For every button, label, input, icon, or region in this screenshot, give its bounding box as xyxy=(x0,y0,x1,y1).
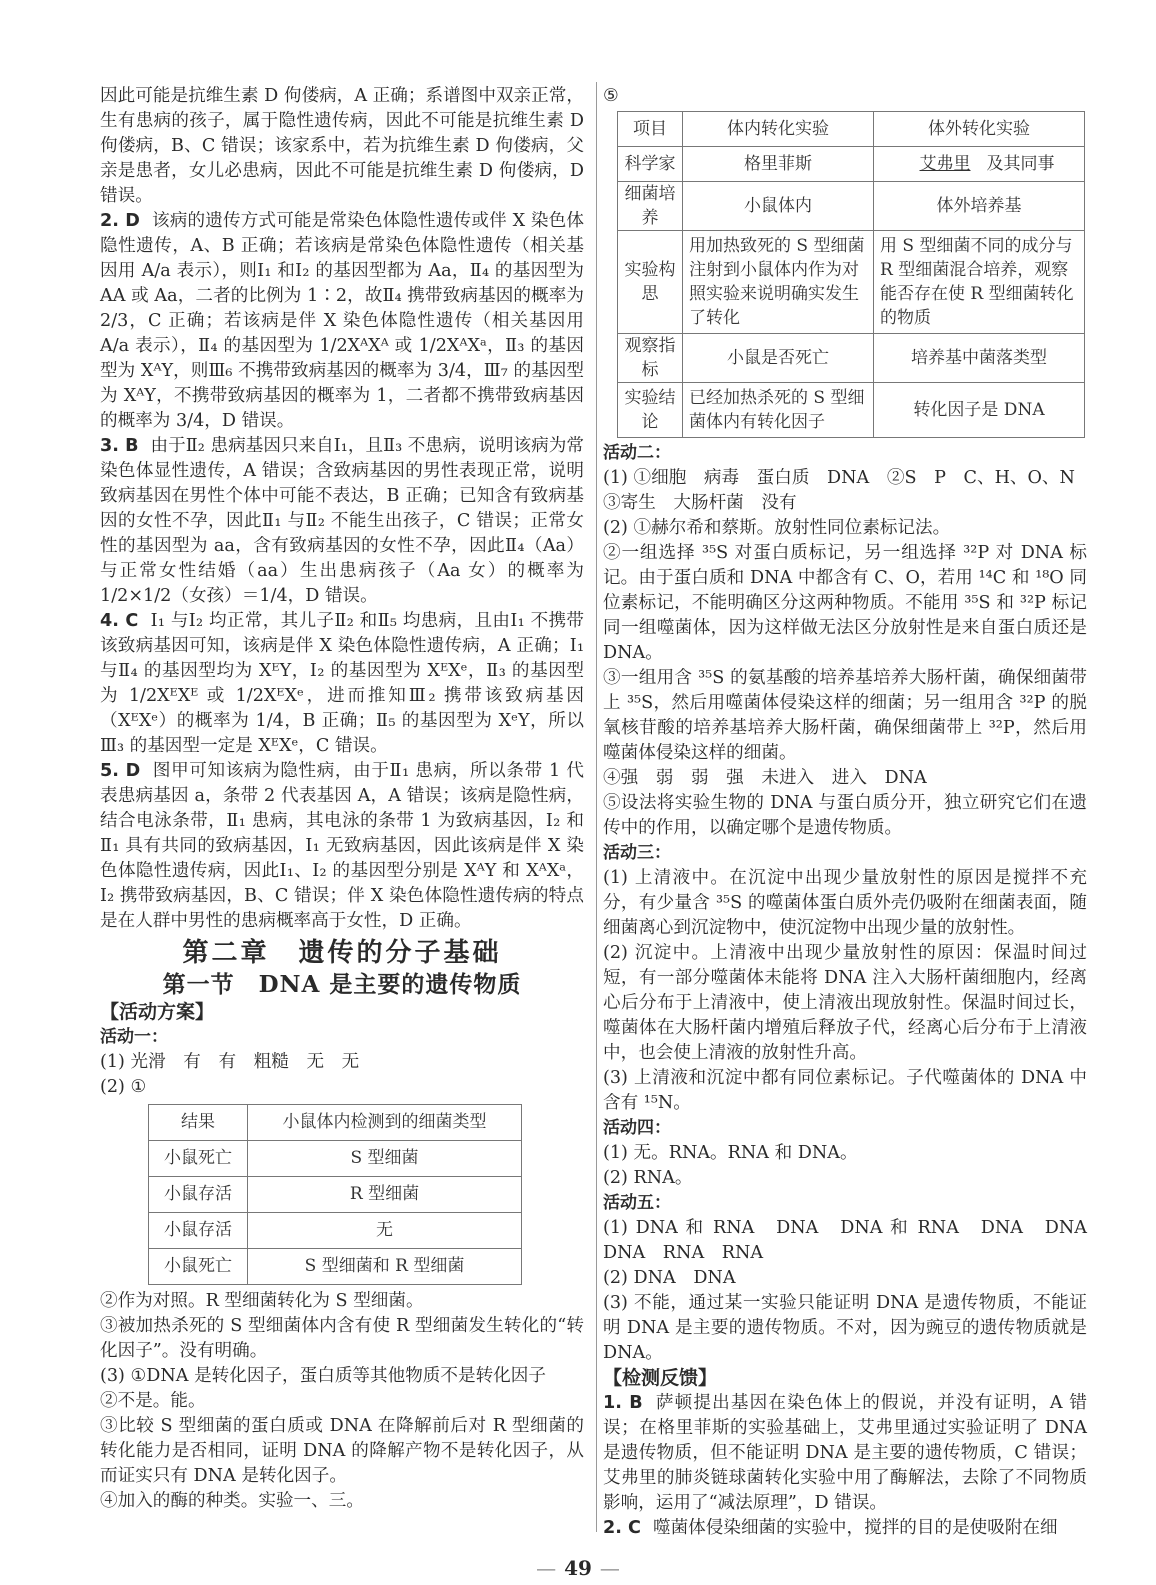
table-cell: 小鼠体内 xyxy=(683,182,874,231)
table-cell: 格里菲斯 xyxy=(683,147,874,182)
table-row xyxy=(149,1141,522,1177)
activity-2-item: (2) ①赫尔希和蔡斯。放射性同位素标记法。 xyxy=(603,518,951,538)
table-cell: 细菌培养 xyxy=(618,182,683,231)
activity-3-heading: 活动三： xyxy=(603,843,671,863)
activity-1-answer: ③被加热杀死的 S 型细菌体内含有使 R 型细菌发生转化的“转化因子”。没有明确。 xyxy=(100,1316,584,1361)
table-row xyxy=(618,231,1085,334)
answer-text: 噬菌体侵染细菌的实验中，搅拌的目的是使吸附在细 xyxy=(652,1518,1058,1538)
table-cell: 观察指标 xyxy=(618,334,683,383)
activity-1-item-1: (1) 光滑 有 有 粗糙 无 无 xyxy=(100,1052,360,1072)
activity-1-answer: ②不是。能。 xyxy=(100,1391,206,1411)
table-header-row xyxy=(149,1105,522,1141)
table-cell: R 型细菌 xyxy=(248,1177,522,1213)
left-column xyxy=(100,84,584,1514)
table-header: 项目 xyxy=(618,112,683,147)
column-divider xyxy=(596,82,597,1532)
answer-text: 该病的遗传方式可能是常染色体隐性遗传或伴 X 染色体隐性遗传，A、B 正确；若该病是常染色体隐性遗传（相关基因用 A/a 表示），则Ⅰ₁ 和Ⅰ₂ 的基因型都为 Aa，Ⅱ₄ 的基因型为 AA 或 Aa，二者的比例为 1∶2，故Ⅱ₄ 携带致病基因的概率为 2/3，C 正确；若该病是伴 X 染色体隐性遗传（相关基因用 A/a 表示），Ⅱ₄ 的基因型为 1/2XᴬXᴬ 或 1/2XᴬXᵃ，Ⅱ₃ 的基因型为 XᴬY，则Ⅲ₆ 不携带致病基因的概率为 3/4，Ⅲ₇ 的基因型为 XᴬY，不携带致病基因的概率为 1，二者都不携带致病基因的概率为 3/4，D 错误。 xyxy=(100,211,584,431)
table-row xyxy=(149,1177,522,1213)
mouse-result-table xyxy=(148,1104,522,1285)
activity-2-item: ③寄生 大肠杆菌 没有 xyxy=(603,493,797,513)
table-cell: 用 S 型细菌不同的成分与 R 型细菌混合培养，观察能否存在使 R 型细菌转化的物质 xyxy=(874,231,1085,334)
table-cell: 小鼠死亡 xyxy=(149,1141,248,1177)
activity-2-item: (1) ①细胞 病毒 蛋白质 DNA ②S P C、H、O、N xyxy=(603,468,1075,488)
activity-5-item: (3) 不能，通过某一实验只能证明 DNA 是遗传物质，不能证明 DNA 是主要的遗传物质。不对，因为豌豆的遗传物质就是 DNA。 xyxy=(603,1293,1087,1363)
table-cell: 已经加热杀死的 S 型细菌体内有转化因子 xyxy=(683,383,874,438)
answer-label: 2. D xyxy=(100,211,140,231)
table-cell: 小鼠死亡 xyxy=(149,1249,248,1285)
activity-1-heading: 活动一： xyxy=(100,1027,168,1047)
activity-plan-heading: 【活动方案】 xyxy=(100,1001,215,1023)
table-row xyxy=(618,334,1085,383)
table-row xyxy=(149,1213,522,1249)
table-cell: 培养基中菌落类型 xyxy=(874,334,1085,383)
feedback-answer-1 xyxy=(603,1391,1087,1516)
activity-2-item: ⑤设法将实验生物的 DNA 与蛋白质分开，独立研究它们在遗传中的作用，以确定哪个是遗传物质。 xyxy=(603,793,1087,838)
activity-1-answer: ③比较 S 型细菌的蛋白质或 DNA 在降解前后对 R 型细菌的转化能力是否相同，证明 DNA 的降解产物不是转化因子，从而证实只有 DNA 是转化因子。 xyxy=(100,1416,584,1486)
page-number-value: 49 xyxy=(564,1556,592,1580)
answer-label: 1. B xyxy=(603,1393,643,1413)
table-header: 体外转化实验 xyxy=(874,112,1085,147)
page-number xyxy=(528,1556,628,1580)
table-cell: 科学家 xyxy=(618,147,683,182)
dash: — xyxy=(536,1556,557,1580)
cell-text: 及其同事 xyxy=(986,154,1055,174)
transformation-comparison-table xyxy=(617,111,1085,438)
activity-1-answer: ②作为对照。R 型细菌转化为 S 型细菌。 xyxy=(100,1291,424,1311)
section-title: 第一节 DNA 是主要的遗传物质 xyxy=(162,971,522,998)
activity-3-item: (3) 上清液和沉淀中都有同位素标记。子代噬菌体的 DNA 中含有 ¹⁵N。 xyxy=(603,1068,1087,1113)
answer-label: 2. C xyxy=(603,1518,641,1538)
table-cell: 小鼠存活 xyxy=(149,1177,248,1213)
table-cell: 用加热致死的 S 型细菌注射到小鼠体内作为对照实验来说明确实发生了转化 xyxy=(683,231,874,334)
fill-in-answer: 艾弗里 xyxy=(919,154,971,174)
dash: — xyxy=(599,1556,620,1580)
answer-text: 萨顿提出基因在染色体上的假说，并没有证明，A 错误；在格里菲斯的实验基础上，艾弗里通过实验证明了 DNA 是遗传物质，但不能证明 DNA 是主要的遗传物质，C 错误；艾弗里的肺炎链球菌转化实验中用了酶解法，去除了不同物质影响，运用了“减法原理”，D 错误。 xyxy=(603,1393,1087,1513)
table-cell: 转化因子是 DNA xyxy=(874,383,1085,438)
table-cell: 实验结论 xyxy=(618,383,683,438)
activity-3-item: (2) 沉淀中。上清液中出现少量放射性的原因：保温时间过短，有一部分噬菌体未能将 DNA 注入大肠杆菌细胞内，经离心后分布于上清液中，使上清液出现放射性。保温时间过长，噬菌体在大肠杆菌内增殖后释放子代，经离心后分布于上清液中，也会使上清液的放射性升高。 xyxy=(603,943,1087,1063)
table-cell xyxy=(874,147,1085,182)
activity-3-item: (1) 上清液中。在沉淀中出现少量放射性的原因是搅拌不充分，有少量含 ³⁵S 的噬菌体蛋白质外壳仍吸附在细菌表面，随细菌离心到沉淀物中，使沉淀物中出现少量的放射性。 xyxy=(603,868,1087,938)
table-cell: 小鼠存活 xyxy=(149,1213,248,1249)
table-cell: 实验构思 xyxy=(618,231,683,334)
table-cell: S 型细菌和 R 型细菌 xyxy=(248,1249,522,1285)
table-row xyxy=(618,147,1085,182)
answer-label: 4. C xyxy=(100,611,139,631)
activity-2-item: ②一组选择 ³⁵S 对蛋白质标记，另一组选择 ³²P 对 DNA 标记。由于蛋白质和 DNA 中都含有 C、O，若用 ¹⁴C 和 ¹⁸O 同位素标记，不能明确区分这两种物质。不能用 ³⁵S 和 ³²P 标记同一组噬菌体，因为这样做无法区分放射性是来自蛋白质还是 DNA。 xyxy=(603,543,1087,663)
table-cell: 体外培养基 xyxy=(874,182,1085,231)
activity-4-item: (1) 无。RNA。RNA 和 DNA。 xyxy=(603,1143,858,1163)
table-header: 体内转化实验 xyxy=(683,112,874,147)
answer-continuation: 因此可能是抗维生素 D 佝偻病，A 正确；系谱图中双亲正常，生有患病的孩子，属于隐性遗传病，因此不可能是抗维生素 D 佝偻病，B、C 错误；该家系中，若为抗维生素 D 佝偻病，父亲是患者，女儿必患病，因此不可能是抗维生素 D 佝偻病，D 错误。 xyxy=(100,86,584,206)
right-column xyxy=(603,84,1105,1541)
activity-2-heading: 活动二： xyxy=(603,443,671,463)
answer-2 xyxy=(100,209,584,434)
table-header-row xyxy=(618,112,1085,147)
activity-2-item: ④强 弱 弱 强 未进入 进入 DNA xyxy=(603,768,927,788)
answer-label: 5. D xyxy=(100,761,141,781)
answer-5 xyxy=(100,759,584,934)
table-cell: 无 xyxy=(248,1213,522,1249)
activity-4-item: (2) RNA。 xyxy=(603,1168,693,1188)
table-cell: 小鼠是否死亡 xyxy=(683,334,874,383)
answer-4 xyxy=(100,609,584,759)
activity-1-answer: ④加入的酶的种类。实验一、三。 xyxy=(100,1491,364,1511)
activity-1-item-2: (2) ① xyxy=(100,1077,147,1097)
activity-5-heading: 活动五： xyxy=(603,1193,671,1213)
item-marker: ⑤ xyxy=(603,86,619,106)
table-header: 结果 xyxy=(149,1105,248,1141)
answer-text: Ⅰ₁ 与Ⅰ₂ 均正常，其儿子Ⅱ₂ 和Ⅱ₅ 均患病，且由Ⅰ₁ 不携带该致病基因可知，该病是伴 X 染色体隐性遗传病，A 正确；Ⅰ₁ 与Ⅱ₄ 的基因型均为 XᴱY，Ⅰ₂ 的基因型为 XᴱXᵉ，Ⅱ₃ 的基因型为 1/2XᴱXᴱ 或 1/2XᴱXᵉ，进而推知Ⅲ₂ 携带该致病基因（XᴱXᵉ）的概率为 1/4，B 正确；Ⅱ₅ 的基因型为 XᵉY，所以Ⅲ₃ 的基因型一定是 XᴱXᵉ，C 错误。 xyxy=(100,611,585,756)
activity-5-item: (1) DNA 和 RNA DNA DNA 和 RNA DNA DNA DNA RNA RNA xyxy=(603,1218,1105,1263)
table-header: 小鼠体内检测到的细菌类型 xyxy=(248,1105,522,1141)
feedback-heading: 【检测反馈】 xyxy=(603,1367,718,1389)
answer-text: 由于Ⅱ₂ 患病基因只来自Ⅰ₁，且Ⅱ₃ 不患病，说明该病为常染色体显性遗传，A 错误；含致病基因的男性表现正常，说明致病基因在男性个体中可能不表达，B 正确；已知含有致病基因的女性不孕，因此Ⅱ₁ 与Ⅱ₂ 不能生出孩子，C 错误；正常女性的基因型为 aa，含有致病基因的女性不孕，因此Ⅱ₄（Aa）与正常女性结婚（aa）生出患病孩子（Aa 女）的概率为 1/2×1/2（女孩）＝1/4，D 错误。 xyxy=(100,436,584,606)
activity-4-heading: 活动四： xyxy=(603,1118,671,1138)
answer-text: 图甲可知该病为隐性病，由于Ⅱ₁ 患病，所以条带 1 代表患病基因 a，条带 2 代表基因 A，A 错误；该病是隐性病，结合电泳条带，Ⅱ₁ 患病，其电泳的条带 1 为致病基因，Ⅰ₂ 和Ⅱ₁ 具有共同的致病基因，Ⅰ₁ 无致病基因，因此该病是伴 X 染色体隐性遗传病，因此Ⅰ₁、Ⅰ₂ 的基因型分别是 XᴬY 和 XᴬXᵃ，Ⅰ₂ 携带致病基因，B、C 错误；伴 X 染色体隐性遗传病的特点是在人群中男性的患病概率高于女性，D 正确。 xyxy=(100,761,584,931)
table-row xyxy=(618,182,1085,231)
table-row xyxy=(149,1249,522,1285)
answer-label: 3. B xyxy=(100,436,139,456)
answer-3 xyxy=(100,434,584,609)
activity-5-item: (2) DNA DNA xyxy=(603,1268,736,1288)
activity-2-item: ③一组用含 ³⁵S 的氨基酸的培养基培养大肠杆菌，确保细菌带上 ³⁵S，然后用噬菌体侵染这样的细菌；另一组用含 ³²P 的脱氧核苷酸的培养基培养大肠杆菌，确保细菌带上 ³²P，然后用噬菌体侵染这样的细菌。 xyxy=(603,668,1087,763)
activity-1-answer: (3) ①DNA 是转化因子，蛋白质等其他物质不是转化因子 xyxy=(100,1366,546,1386)
chapter-title: 第二章 遗传的分子基础 xyxy=(182,938,502,968)
feedback-answer-2 xyxy=(603,1516,1087,1541)
table-row xyxy=(618,383,1085,438)
table-cell: S 型细菌 xyxy=(248,1141,522,1177)
